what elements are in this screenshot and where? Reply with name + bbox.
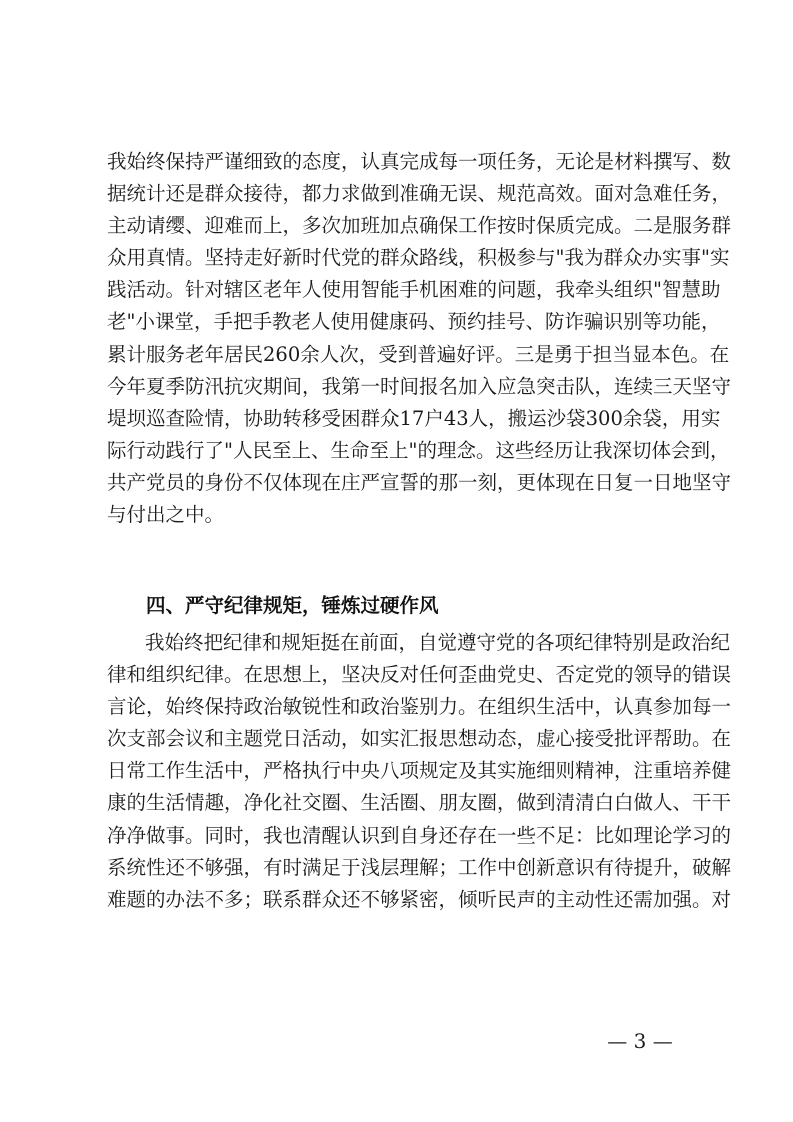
paragraph-line: 康的生活情趣，净化社交圈、生活圈、朋友圈，做到清清白白做人、干干: [107, 791, 732, 815]
paragraph-line: 言论，始终保持政治敏锐性和政治鉴别力。在组织生活中，认真参加每一: [107, 695, 732, 719]
paragraph-line: 次支部会议和主题党日活动，如实汇报思想动态，虚心接受批评帮助。在: [107, 727, 732, 751]
paragraph-line: 日常工作生活中，严格执行中央八项规定及其实施细则精神，注重培养健: [107, 759, 732, 783]
paragraph-section-4: [107, 627, 732, 916]
paragraph-line: 今年夏季防汛抗灾期间，我第一时间报名加入应急突击队，连续三天坚守: [107, 374, 732, 398]
paragraph-line: 堤坝巡查险情，协助转移受困群众17户43人，搬运沙袋300余袋，用实: [107, 406, 721, 430]
paragraph-line: 老"小课堂，手把手教老人使用健康码、预约挂号、防诈骗识别等功能，: [107, 310, 721, 334]
paragraph-line: 共产党员的身份不仅体现在庄严宣誓的那一刻，更体现在日复一日地坚守: [107, 470, 732, 494]
paragraph-line: 净净做事。同时，我也清醒认识到自身还存在一些不足：比如理论学习的: [107, 823, 732, 847]
paragraph-line: 系统性还不够强，有时满足于浅层理解；工作中创新意识有待提升，破解: [107, 855, 732, 879]
paragraph-line: 主动请缨、迎难而上，多次加班加点确保工作按时保质完成。二是服务群: [107, 214, 732, 238]
paragraph-continued: [107, 146, 732, 531]
paragraph-line: 众用真情。坚持走好新时代党的群众路线，积极参与"我为群众办实事"实: [107, 246, 730, 270]
paragraph-line: 我始终保持严谨细致的态度，认真完成每一项任务，无论是材料撰写、数: [107, 150, 732, 173]
paragraph-line: 与付出之中。: [107, 503, 225, 527]
paragraph-line: 律和组织纪律。在思想上，坚决反对任何歪曲党史、否定党的领导的错误: [107, 663, 732, 687]
paragraph-line: 难题的办法不多；联系群众还不够紧密，倾听民声的主动性还需加强。对: [107, 887, 732, 911]
paragraph-line: 我始终把纪律和规矩挺在前面，自觉遵守党的各项纪律特别是政治纪: [145, 631, 731, 654]
paragraph-line: 累计服务老年居民260余人次，受到普遍好评。三是勇于担当显本色。在: [107, 342, 730, 366]
paragraph-line: 据统计还是群众接待，都力求做到准确无误、规范高效。面对急难任务，: [107, 182, 732, 206]
paragraph-line: 践活动。针对辖区老年人使用智能手机困难的问题，我牵头组织"智慧助: [107, 278, 721, 302]
section-heading: 四、严守纪律规矩，锤炼过硬作风: [146, 594, 439, 617]
paragraph-line: 际行动践行了"人民至上、生命至上"的理念。这些经历让我深切体会到，: [107, 438, 730, 462]
page-number: — 3 —: [607, 1029, 673, 1053]
